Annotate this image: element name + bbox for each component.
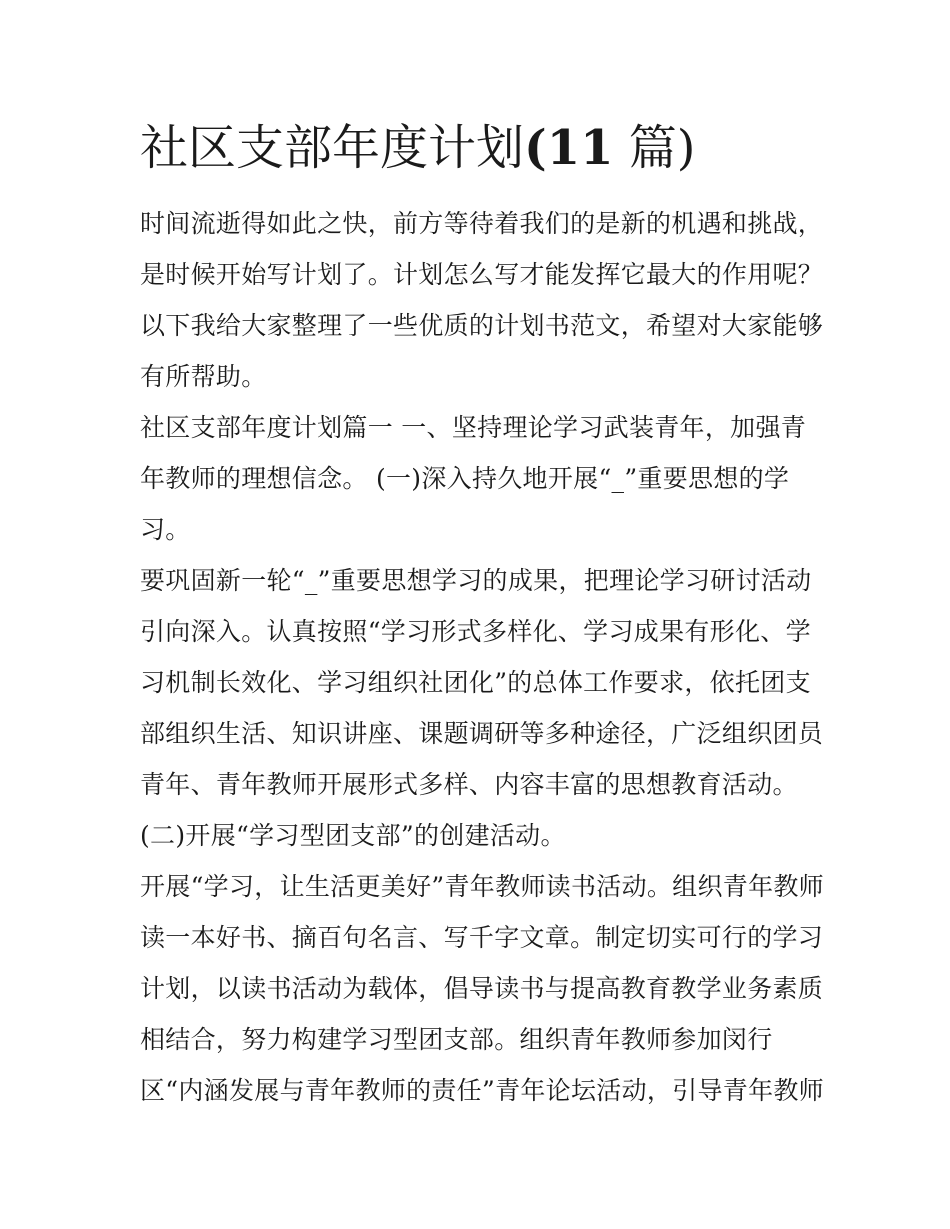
text-line: 时间流逝得如此之快，前方等待着我们的是新的机遇和挑战， [140,209,824,238]
text-line: 社区支部年度计划篇一 一、坚持理论学习武装青年，加强青 [140,413,807,442]
title-main: 社区支部年度计划 [140,120,525,176]
document-body [140,198,824,1116]
text-line: 计划，以读书活动为载体，倡导读书与提高教育教学业务素质 [140,974,824,1003]
title-end: 篇) [613,120,696,176]
text-line: 相结合，努力构建学习型团支部。组织青年教师参加闵行 [140,1025,773,1054]
title-suffix: (11 [524,120,614,176]
text-line: 读一本好书、摘百句名言、写千字文章。制定切实可行的学习 [140,923,824,952]
text-line: 引向深入。认真按照“学习形式多样化、学习成果有形化、学 [140,617,811,646]
text-line: 要巩固新一轮“_”重要思想学习的成果，把理论学习研讨活动 [140,566,812,595]
text-line: 部组织生活、知识讲座、课题调研等多种途径，广泛组织团员 [140,719,824,748]
text-line: (二)开展“学习型团支部”的创建活动。 [140,821,566,850]
text-line: 青年、青年教师开展形式多样、内容丰富的思想教育活动。 [140,770,798,799]
text-line: 区“内涵发展与青年教师的责任”青年论坛活动，引导青年教师 [140,1076,824,1105]
text-line: 开展“学习，让生活更美好”青年教师读书活动。组织青年教师 [140,872,824,901]
text-line: 以下我给大家整理了一些优质的计划书范文，希望对大家能够 [140,311,824,340]
document-title [140,116,696,180]
text-line: 是时候开始写计划了。计划怎么写才能发挥它最大的作用呢？ [140,260,824,289]
text-line: 习。 [140,515,191,544]
text-line: 年教师的理想信念。 (一)深入持久地开展“_”重要思想的学 [140,464,790,493]
text-line: 习机制长效化、学习组织社团化”的总体工作要求，依托团支 [140,668,811,697]
text-line: 有所帮助。 [140,362,267,391]
